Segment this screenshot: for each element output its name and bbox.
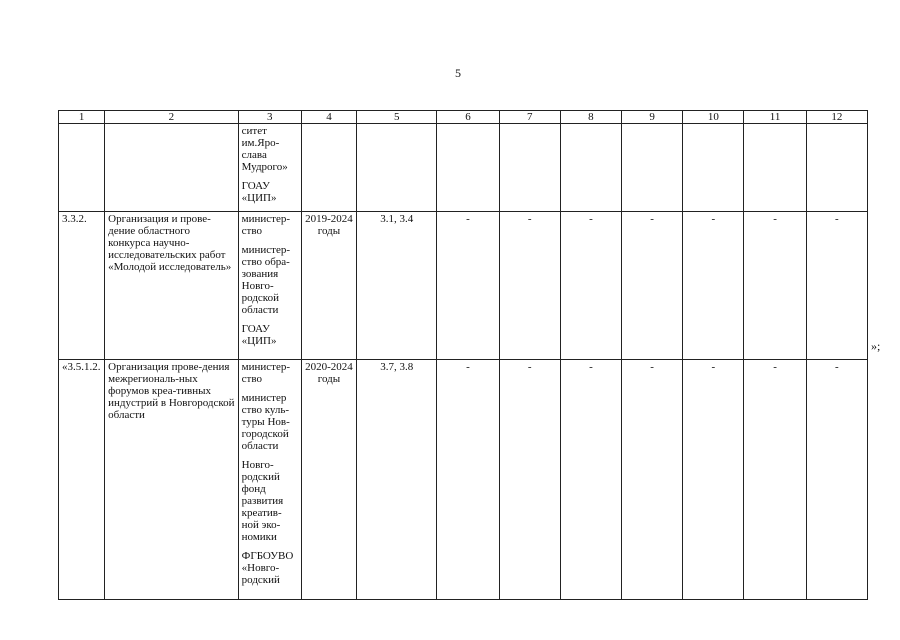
value-cell: - [744, 360, 806, 600]
column-number: 12 [806, 111, 867, 124]
value-cell: - [560, 360, 621, 600]
column-number: 7 [499, 111, 560, 124]
value-cell: - [683, 360, 744, 600]
value-cell: - [744, 212, 806, 360]
value-cell: - [499, 360, 560, 600]
value-cell [806, 124, 867, 212]
responsible-cell [238, 124, 301, 212]
value-cell [560, 124, 621, 212]
column-number: 4 [301, 111, 356, 124]
column-number: 6 [437, 111, 499, 124]
value-cell: - [806, 360, 867, 600]
row-number: «3.5.1.2. [59, 360, 105, 600]
responsible-cell [238, 212, 301, 360]
table-row [59, 360, 868, 600]
value-cell [437, 124, 499, 212]
column-number: 1 [59, 111, 105, 124]
column-number: 11 [744, 111, 806, 124]
responsible-entry: ГОАУ «ЦИП» [241, 180, 277, 204]
responsible-entry: Новго-родский фонд развития креатив-ной эко-номики [241, 459, 284, 543]
value-cell [744, 124, 806, 212]
program-table [58, 110, 868, 600]
value-cell [499, 124, 560, 212]
period-cell [301, 124, 356, 212]
column-number: 9 [622, 111, 683, 124]
column-number: 3 [238, 111, 301, 124]
value-cell: - [560, 212, 621, 360]
row-number [59, 124, 105, 212]
responsible-entry: ФГБОУВО «Новго-родский [241, 550, 294, 586]
activity-name: Организация и прове-дение областного конкурса научно-исследовательских работ «Молодой исследователь» [105, 212, 238, 360]
responsible-entry: министер-ство обра-зования Новго-родской области [241, 244, 290, 316]
responsible-entry: министер ство куль-туры Нов-городской области [241, 392, 290, 452]
responsible-entry: министер-ство [241, 361, 290, 385]
column-number: 2 [105, 111, 238, 124]
value-cell: - [622, 360, 683, 600]
column-number: 10 [683, 111, 744, 124]
column-number-row [59, 111, 868, 124]
indicator-cell: 3.7, 3.8 [357, 360, 437, 600]
value-cell [683, 124, 744, 212]
indicator-cell: 3.1, 3.4 [357, 212, 437, 360]
responsible-cell [238, 360, 301, 600]
row-number: 3.3.2. [59, 212, 105, 360]
value-cell: - [622, 212, 683, 360]
activity-name [105, 124, 238, 212]
period-cell: 2020-2024 годы [301, 360, 356, 600]
indicator-cell [357, 124, 437, 212]
responsible-entry: ГОАУ «ЦИП» [241, 323, 277, 347]
table-row [59, 124, 868, 212]
responsible-entry: ситет им.Яро-слава Мудрого» [241, 125, 288, 173]
value-cell: - [437, 360, 499, 600]
value-cell: - [806, 212, 867, 360]
page-number: 5 [455, 66, 461, 80]
value-cell [622, 124, 683, 212]
period-cell: 2019-2024 годы [301, 212, 356, 360]
value-cell: - [437, 212, 499, 360]
value-cell: - [499, 212, 560, 360]
table-row [59, 212, 868, 360]
column-number: 8 [560, 111, 621, 124]
activity-name: Организация прове-дения межрегиональ-ных форумов креа-тивных индустрий в Новгородской области [105, 360, 238, 600]
value-cell: - [683, 212, 744, 360]
closing-quote-mark: »; [871, 339, 881, 353]
column-number: 5 [357, 111, 437, 124]
responsible-entry: министер-ство [241, 213, 290, 237]
